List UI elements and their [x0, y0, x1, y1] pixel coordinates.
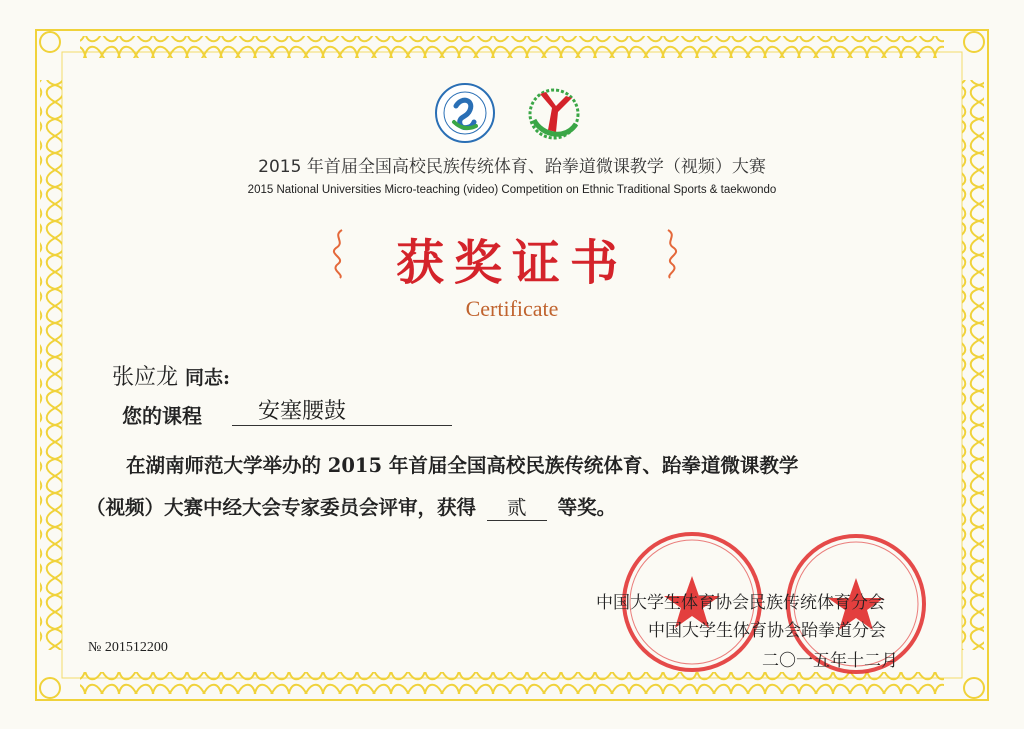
recipient-line — [112, 360, 230, 391]
recipient-suffix: 同志: — [185, 367, 231, 389]
competition-title-chinese: 2015 年首届全国高校民族传统体育、跆拳道微课教学（视频）大赛 — [258, 157, 766, 177]
award-text-line-2 — [86, 492, 616, 521]
award-rank: 贰 — [487, 492, 547, 521]
certificate-heading: 获奖证书 — [395, 235, 628, 291]
course-value: 安塞腰鼓 — [232, 394, 452, 426]
certificate-subtitle: Certificate — [465, 296, 559, 321]
issue-date: 二〇一五年十二月 — [762, 651, 898, 671]
issuer-taekwondo-branch: 中国大学生体育协会跆拳道分会 — [648, 621, 886, 641]
award-text-before-rank: （视频）大赛中经大会专家委员会评审，获得 — [86, 496, 477, 519]
issuer-ethnic-sports-branch: 中国大学生体育协会民族传统体育分会 — [596, 593, 885, 613]
recipient-name: 张应龙 — [112, 365, 179, 390]
award-text-after-rank: 等奖。 — [557, 496, 617, 519]
course-label: 您的课程 — [122, 404, 202, 428]
competition-title-english: 2015 National Universities Micro-teaching (video) Competition on Ethnic Traditional Sports & taekwondo — [247, 184, 777, 196]
header-logos — [430, 78, 600, 148]
competition-logo-icon — [434, 82, 496, 144]
taekwondo-logo-icon — [522, 84, 586, 144]
certificate-number: № 201512200 — [88, 640, 168, 655]
award-text-line-1: 在湖南师范大学举办的 2015 年首届全国高校民族传统体育、跆拳道微课教学 — [126, 454, 799, 477]
